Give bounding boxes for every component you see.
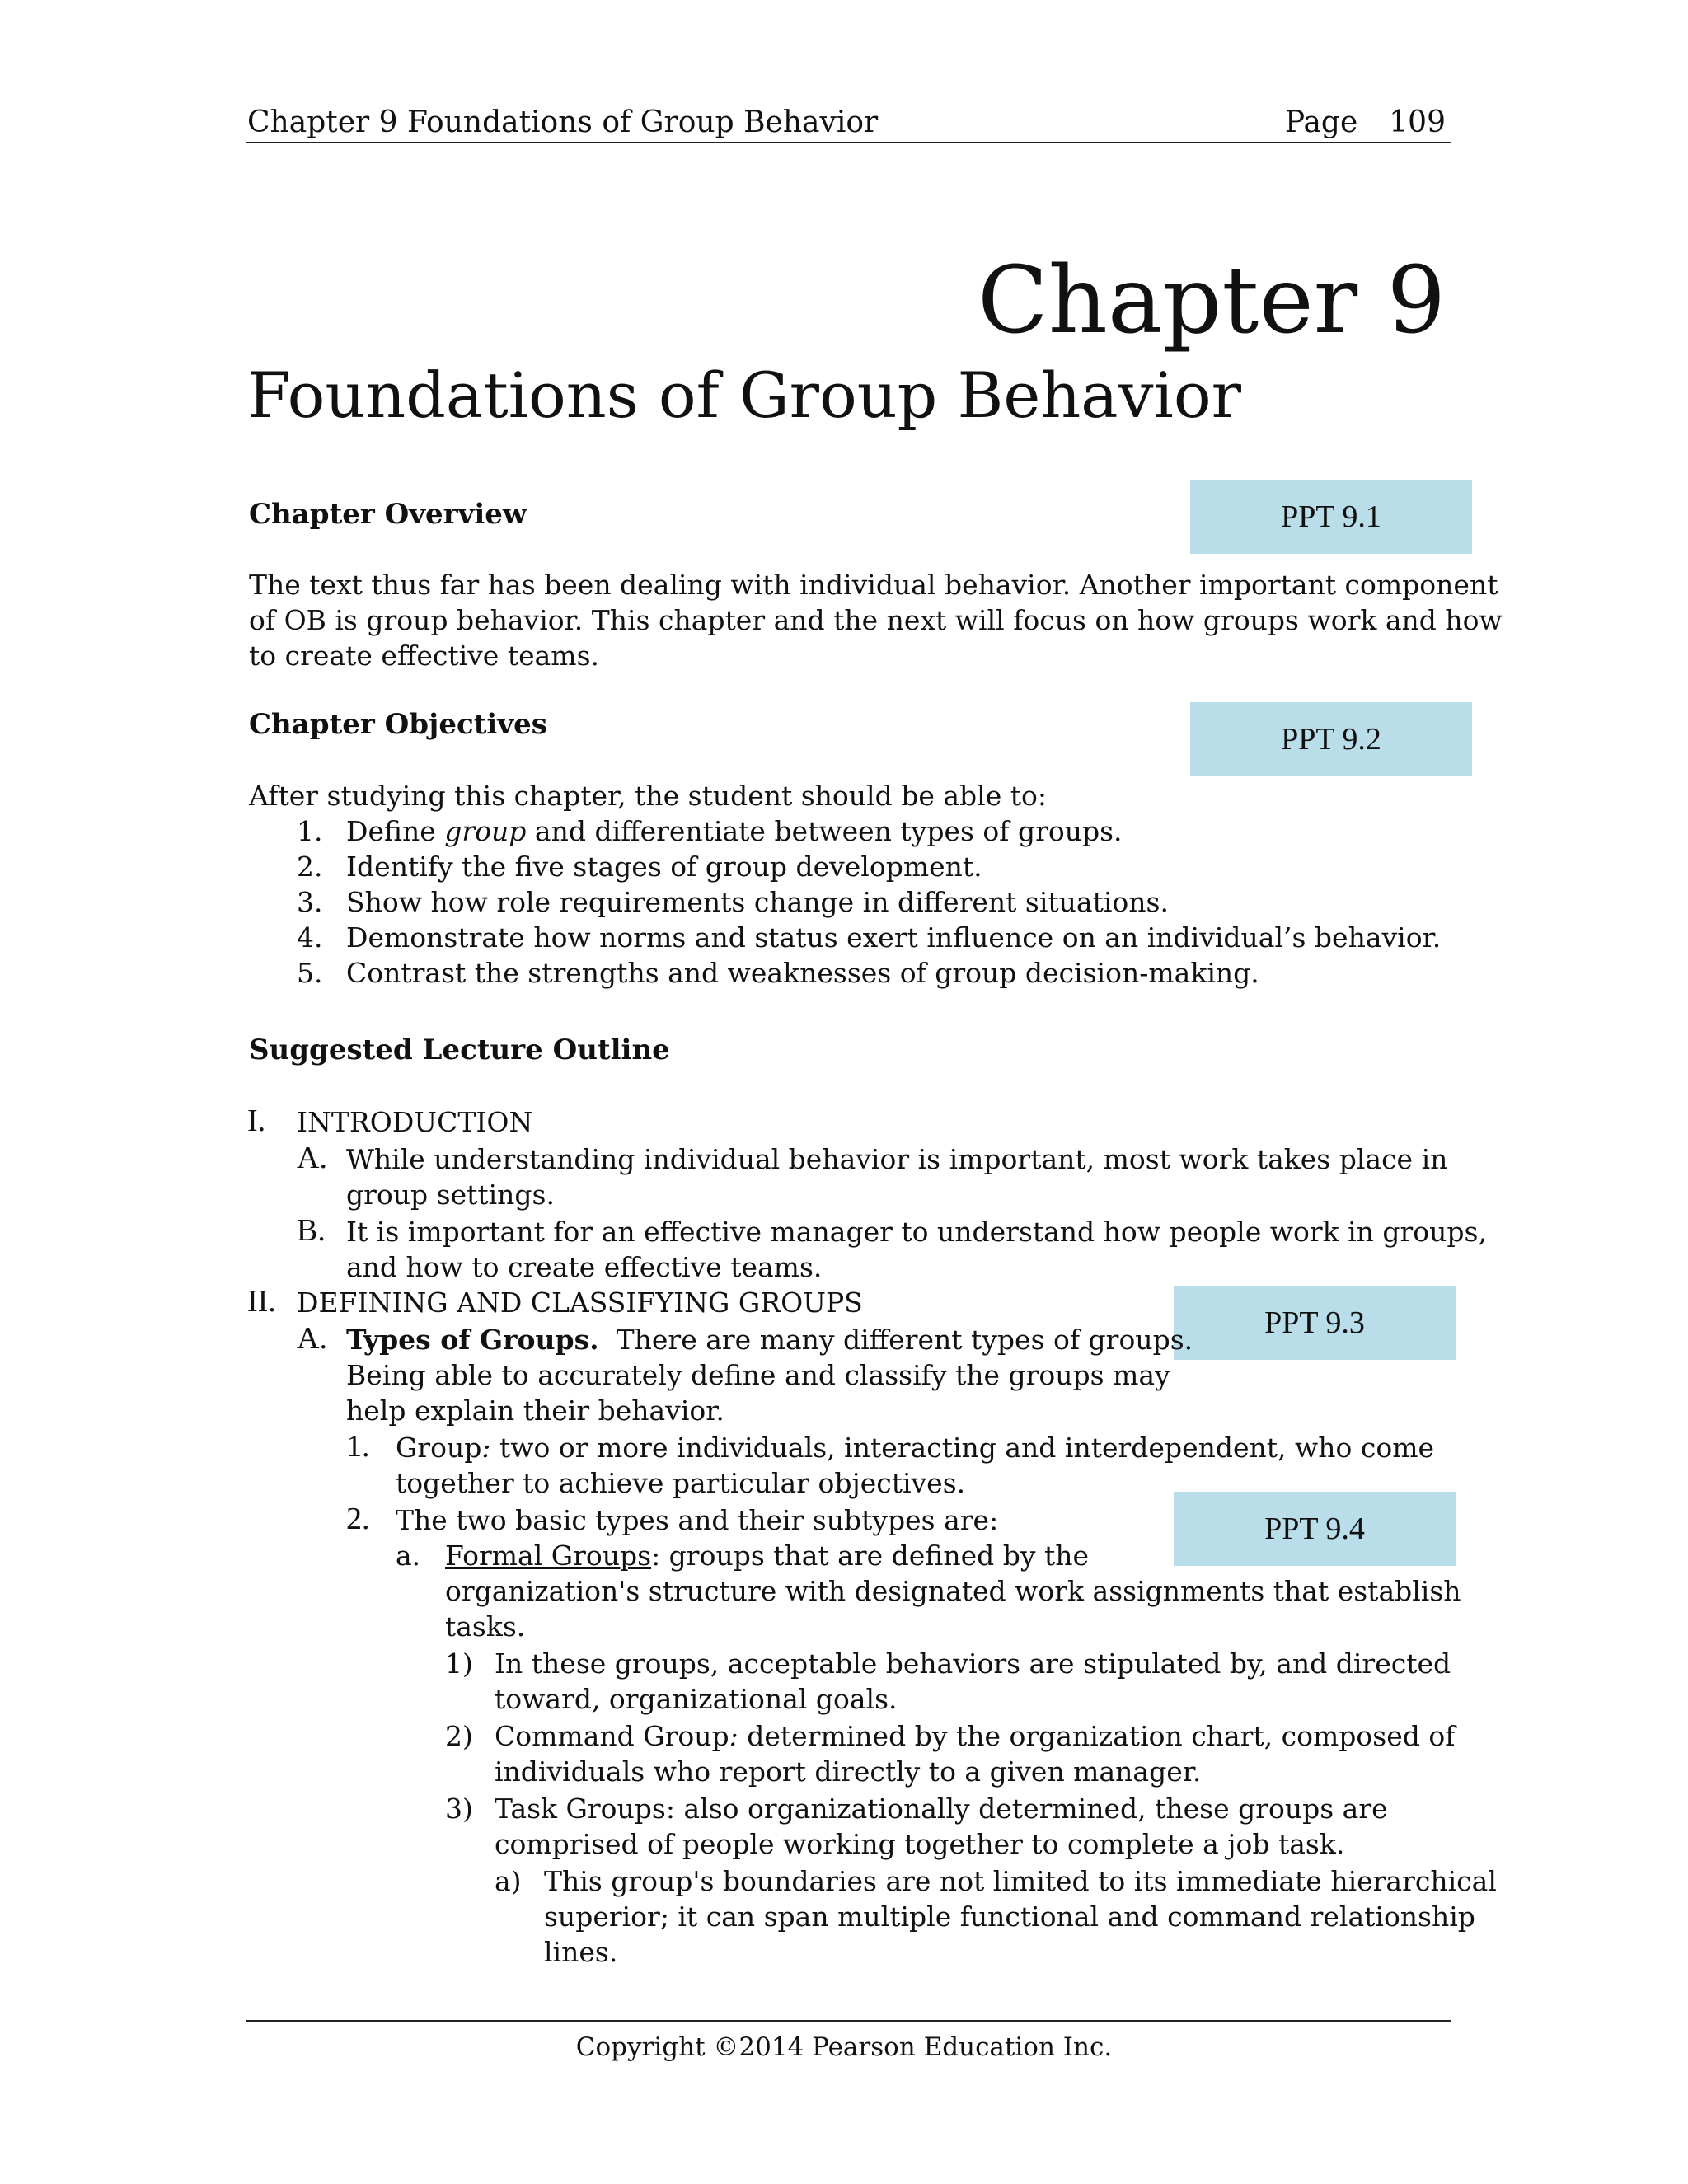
group-definition: two or more individuals, interacting and interdependent, who come bbox=[490, 1432, 1435, 1464]
formal-groups-definition: : groups that are defined by the bbox=[651, 1540, 1090, 1572]
outline-sub-2-line-2: individuals who report directly to a given manager. bbox=[495, 1755, 1202, 1788]
objective-number: 5. bbox=[297, 957, 323, 989]
overview-line-2: of OB is group behavior. This chapter and the next will focus on how groups work and how bbox=[249, 604, 1503, 636]
objective-number: 1. bbox=[297, 815, 323, 847]
objectives-intro: After studying this chapter, the student should be able to: bbox=[249, 780, 1047, 812]
outline-ii-a-1-marker: 1. bbox=[346, 1429, 370, 1464]
overview-line-1: The text thus far has been dealing with individual behavior. Another important component bbox=[249, 569, 1498, 601]
outline-i-title: INTRODUCTION bbox=[297, 1106, 533, 1138]
types-of-groups-term: Types of Groups. bbox=[346, 1324, 599, 1356]
outline-sub-1-line-2: toward, organizational goals. bbox=[495, 1683, 898, 1715]
outline-ii-a-2-marker: 2. bbox=[346, 1502, 370, 1536]
chapter-title: Foundations of Group Behavior bbox=[247, 359, 1241, 432]
objective-emphasis: group bbox=[444, 815, 527, 847]
outline-ii-a-line-2: Being able to accurately define and classify the groups may bbox=[346, 1359, 1170, 1391]
objective-text: Define bbox=[346, 815, 445, 847]
footer-rule bbox=[246, 2020, 1451, 2022]
chapter-number: Chapter 9 bbox=[978, 247, 1446, 354]
outline-ii-a-2-a-line-2: organization's structure with designated work assignments that establish bbox=[445, 1575, 1461, 1607]
group-colon: : bbox=[481, 1432, 491, 1464]
ppt-box-9-4: PPT 9.4 bbox=[1174, 1492, 1456, 1566]
command-group-term: Command Group bbox=[495, 1720, 729, 1752]
outline-i-b-marker: B. bbox=[297, 1213, 326, 1248]
overview-heading: Chapter Overview bbox=[249, 498, 528, 531]
footer-copyright: Copyright ©2014 Pearson Education Inc. bbox=[575, 2032, 1113, 2062]
outline-ii-a-1-line-1 bbox=[396, 1430, 1434, 1466]
outline-sub-2-line-1 bbox=[495, 1718, 1455, 1755]
objective-number: 4. bbox=[297, 921, 323, 954]
outline-sub-3-a-line-3: lines. bbox=[544, 1936, 618, 1968]
outline-heading: Suggested Lecture Outline bbox=[249, 1033, 670, 1066]
outline-sub-3-a-line-1: This group's boundaries are not limited to its immediate hierarchical bbox=[544, 1865, 1497, 1897]
outline-sub-3-line-1: Task Groups: also organizationally determined, these groups are bbox=[495, 1793, 1388, 1825]
objective-item: Identify the five stages of group development. bbox=[346, 851, 982, 883]
ppt-box-9-2: PPT 9.2 bbox=[1190, 702, 1472, 776]
outline-sub-3-a-marker: a) bbox=[495, 1865, 522, 1897]
command-group-colon: : bbox=[729, 1720, 738, 1752]
outline-ii-a-1-line-2: together to achieve particular objectives. bbox=[396, 1467, 966, 1499]
header-page-number: 109 bbox=[1389, 105, 1446, 139]
objective-item bbox=[346, 813, 1123, 850]
objectives-heading: Chapter Objectives bbox=[249, 708, 547, 741]
outline-sub-3-marker: 3) bbox=[445, 1793, 473, 1825]
outline-ii-a-2-a-line-3: tasks. bbox=[445, 1610, 526, 1643]
outline-ii-a-marker: A. bbox=[297, 1321, 327, 1356]
ppt-box-9-3: PPT 9.3 bbox=[1174, 1286, 1456, 1360]
outline-roman-ii: II. bbox=[247, 1284, 276, 1319]
header-page bbox=[1285, 101, 1446, 145]
header-chapter-title: Chapter 9 Foundations of Group Behavior bbox=[247, 105, 879, 139]
outline-ii-a-2-line-1: The two basic types and their subtypes are: bbox=[396, 1504, 999, 1536]
outline-sub-1-marker: 1) bbox=[445, 1647, 473, 1680]
objective-number: 3. bbox=[297, 886, 323, 918]
outline-i-a-marker: A. bbox=[297, 1141, 327, 1175]
outline-sub-3-line-2: comprised of people working together to complete a job task. bbox=[495, 1828, 1345, 1860]
outline-ii-a-text: There are many different types of groups. bbox=[598, 1324, 1193, 1356]
overview-line-3: to create effective teams. bbox=[249, 640, 600, 672]
outline-i-b-line-2: and how to create effective teams. bbox=[346, 1251, 823, 1283]
outline-ii-a-2-a-marker: a. bbox=[396, 1540, 421, 1572]
outline-ii-title: DEFINING AND CLASSIFYING GROUPS bbox=[297, 1286, 863, 1319]
objective-number: 2. bbox=[297, 851, 323, 883]
outline-ii-a-line-3: help explain their behavior. bbox=[346, 1394, 724, 1427]
outline-sub-3-a-line-2: superior; it can span multiple functional and command relationship bbox=[544, 1900, 1475, 1933]
outline-sub-2-marker: 2) bbox=[445, 1720, 473, 1752]
ppt-box-9-1: PPT 9.1 bbox=[1190, 480, 1472, 554]
objective-text: and differentiate between types of groups. bbox=[526, 815, 1123, 847]
outline-ii-a-line-1 bbox=[346, 1322, 1193, 1358]
objective-item: Contrast the strengths and weaknesses of group decision-making. bbox=[346, 957, 1259, 989]
outline-roman-i: I. bbox=[247, 1104, 266, 1138]
outline-i-a-line-2: group settings. bbox=[346, 1179, 555, 1211]
outline-i-a-line-1: While understanding individual behavior is important, most work takes place in bbox=[346, 1143, 1448, 1175]
objective-item: Demonstrate how norms and status exert influence on an individual’s behavior. bbox=[346, 921, 1442, 954]
objective-item: Show how role requirements change in different situations. bbox=[346, 886, 1169, 918]
outline-ii-a-2-a-line-1 bbox=[445, 1538, 1089, 1574]
group-term: Group bbox=[396, 1432, 482, 1464]
outline-sub-1-line-1: In these groups, acceptable behaviors are stipulated by, and directed bbox=[495, 1647, 1451, 1680]
formal-groups-term: Formal Groups bbox=[445, 1540, 652, 1572]
header-page-label: Page bbox=[1284, 105, 1358, 139]
running-header bbox=[246, 97, 1451, 143]
outline-i-b-line-1: It is important for an effective manager to understand how people work in groups, bbox=[346, 1216, 1487, 1248]
command-group-definition: determined by the organization chart, composed of bbox=[738, 1720, 1456, 1752]
